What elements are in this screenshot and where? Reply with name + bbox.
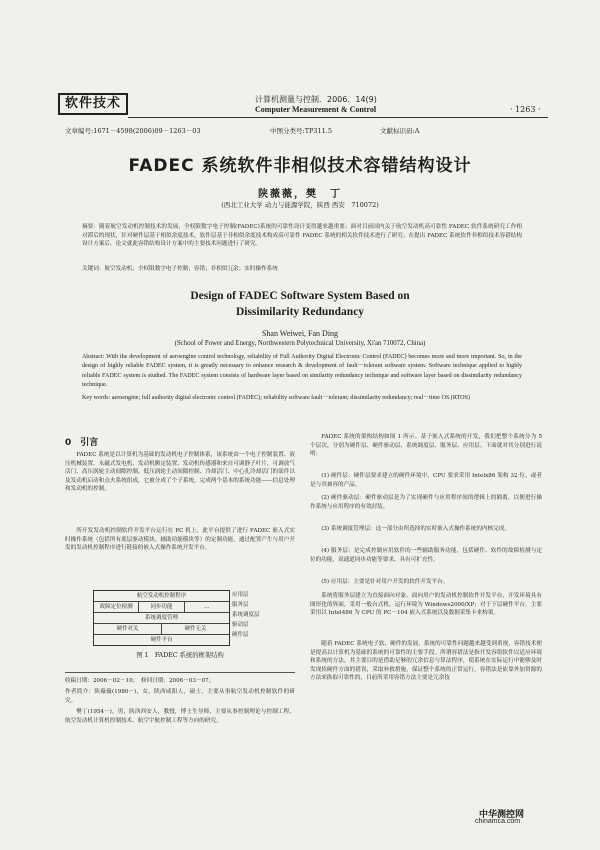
layer-item-3: (3) 系统调度管理层：这一部分由所选择的实时嵌入式操作系统的内核完成。 (321, 526, 510, 532)
journal-name-cn: 计算机测量与控制．2006．14(9) (255, 95, 377, 104)
figure-side-label: 服务层 (232, 602, 249, 608)
architecture-figure (93, 590, 230, 646)
figure-cell: … (204, 604, 210, 610)
page-number: · 1263 · (510, 105, 541, 114)
figure-side-label: 系统调度层 (232, 612, 260, 618)
intro-paragraph-2: 所开发发动机控制软件开发平台运行在 PC 机上，此平台提供了进行 FADEC 嵌入式实时操作系统（包括所有底层驱动模块、辅助功能模块等）的定制功能，通过配置产生与用户开发的发动机控制程序进行链接的嵌入式操作系统开发平台。 (65, 528, 295, 552)
right-paragraph-2: 系统将服务层建立为直接面向对象、面向用户的发动机控制软件开发平台，开发环境具有图形化的界面，采用一般台式机，运行环境为 Windows2000/XP；对于下层硬件平台，主要采用以 Intel486 为 CPU 的 PC－104 嵌入式系统以及数据采集卡来构架。 (310, 593, 542, 617)
figure-side-label: 驱动层 (232, 622, 249, 628)
figure-cell: 故障定位检测 (94, 602, 139, 612)
layer-item-5: (5) 应用层：主要是针对用户开发的软件开发平台。 (321, 579, 449, 585)
figure-cell: 硬件无关 (184, 626, 207, 632)
journal-name-en: Computer Measurement & Control (255, 105, 377, 114)
figure-cell: 系统调度管理 (144, 615, 178, 621)
keywords-cn: 关键词：航空发动机；全权限数字电子控制；容错；非相似冗余；实时操作系统 (82, 266, 278, 272)
title-cn: FADEC 系统软件非相似技术容错结构设计 (128, 156, 472, 176)
figure-cell: 硬件平台 (150, 637, 173, 643)
header-rule (128, 117, 548, 118)
figure-row (94, 635, 229, 645)
footnote-dates: 收稿日期：2006－02－10； 修回日期：2006－03－07。 (65, 678, 215, 684)
footnote-author-2: 樊丁(1954－)，男，陕西西安人，教授，博士生导师，主要从事控制理论与控制工程、航空发动机计算机控制技术、航空宇航控制工程等方向的研究。 (65, 709, 295, 724)
figure-cell: 硬件对关 (94, 624, 162, 634)
title-en-line2: Dissimilarity Redundancy (235, 306, 365, 318)
right-paragraph-1: FADEC 系统的架构结构如图 1 所示。基于嵌入式系统的开发，我们把整个系统分为 5 个层次，分别为硬件层、硬件驱动层、系统调度层、服务层、应用层。下面就对其分别进行说明： (310, 434, 542, 458)
figure-side-labels (232, 590, 292, 640)
watermark-url: chinamca.com (475, 818, 521, 825)
footnote-author-1: 作者简介：陕薇薇(1980－)，女，陕西咸阳人，硕士，主要从事航空发动机控制软件的研究。 (65, 689, 295, 704)
figure-side-label: 应用层 (232, 592, 249, 598)
figure-caption: 图 1 FADEC 系统的框架结构 (136, 652, 224, 659)
figure-row (94, 624, 229, 635)
figure-row (94, 613, 229, 624)
figure-row (94, 591, 229, 602)
figure-row (94, 602, 229, 613)
layer-item-1: (1) 硬件层：硬件层要求建立的硬件环境中，CPU 要求采用 Intelx86 架构 32 位，或者是与其兼容的产品。 (310, 473, 542, 488)
section-label: 软件技术 (58, 93, 128, 115)
layer-item-4: (4) 服务层：是完成控制应用软件的一些辅助服务功能，包括硬件、软件的故障检测与定位的功能，双通道同步功能等要求，具有可扩充性。 (310, 548, 542, 563)
footnote-rule (65, 672, 295, 673)
affiliation-en: (School of Power and Energy, Northwestern Polytechnical University, Xi'an 710072, China) (174, 340, 426, 347)
section-heading: 0 引言 (65, 438, 99, 448)
keywords-en: Key words: aeroengine; full authority digital electronic control (FADEC); reliability software fault－tolerant; dissimilarity redundancy; real－time OS (RTOS) (82, 395, 470, 401)
right-paragraph-3: 随着 FADEC 系统电子软、硬件的发展，系统的可靠性问题越来越受到重视，容错技术便是提高以计算机为基础的系统的可靠性的主要手段。所谓容错法是指开发容错软件以适应环境和系统的方法，其主要目的是借助足够的冗余信息与算法程序，使系统在实际运行中能够及时发现软硬件方面的错误，采取补救措施，保证整个系统的正常运行。容错法是依靠外加资源的方法来换取可靠性的，目前所采用容错方法主要是冗余技 (310, 641, 542, 682)
article-number: 文章编号:1671－4598(2006)09－1263－03 (65, 127, 201, 135)
title-en-line1: Design of FADEC Software System Based on (190, 290, 410, 302)
figure-side-label: 硬件层 (232, 632, 249, 638)
affiliation-cn: (西北工业大学 动力与能源学院，陕西 西安 710072) (221, 201, 379, 209)
figure-cell: 同步功能 (139, 602, 184, 612)
layer-item-2: (2) 硬件驱动层：硬件驱动层是为了实现硬件与应用程序间的逻辑上的隔离，以便进行操作系统与应用程序的有效封装。 (310, 495, 542, 510)
document-code: 文献标识码:A (380, 127, 420, 135)
watermark-logo: 中华测控网 (479, 810, 525, 820)
authors-cn: 陕薇薇，樊 丁 (258, 189, 342, 200)
intro-paragraph-1: FADEC 系统是以计算机为基础的发动机电子控制体系，该系统由一个电子控制装置、液压机械装置、永磁式发电机、发动机额定装置、发动机传感器和来自可调静子叶片，可调放气活门、高压涡轮主动间隙控制、低压涡轮主动间隙控制、冷却活门、中心孔冷却活门的部件以及发动机启动和点火系统组成，它被分成了个子系统，完成两个基本的系统功能——信息处理和发动机的控制。 (65, 452, 295, 493)
authors-en: Shan Weiwei, Fan Ding (261, 329, 339, 338)
class-number: 中图分类号:TP311.5 (270, 127, 333, 135)
figure-cell: 航空发动机控制程序 (136, 593, 187, 599)
abstract-cn: 摘要：随着航空发动机控制技术的发展，全权限数字电子控制(FADEC)系统的可靠性设计变得越来越重要；面对目前国内关于航空发动机高可靠性 FADEC 软件系统研究工作相对滞后的现状，针对硬件层基于相似余度技术，软件层基于非相似余度技术构成高可靠性 FADEC 系统的相关软件技术进行了研究；在提出 FADEC 系统软件非相似技术容错结构设计方案后，论文就此容错结构设计方案中的主要技术问题进行了研究。 (82, 224, 522, 248)
abstract-en: Abstract: With the development of aeroengine control technology, reliability of Full Authority Digital Electronic Control (FADEC) becomes more and more important. So, in the design of highly reliable FADEC system, it is greatly necessary to enhance research & development of fault－tolerant software system. Software technique applied to highly reliable FADEC system is studied. The FADEC system consists of hardware layer based on similarity redundancy technique and software layer based on dissimilarity redundancy technique. (82, 354, 522, 389)
